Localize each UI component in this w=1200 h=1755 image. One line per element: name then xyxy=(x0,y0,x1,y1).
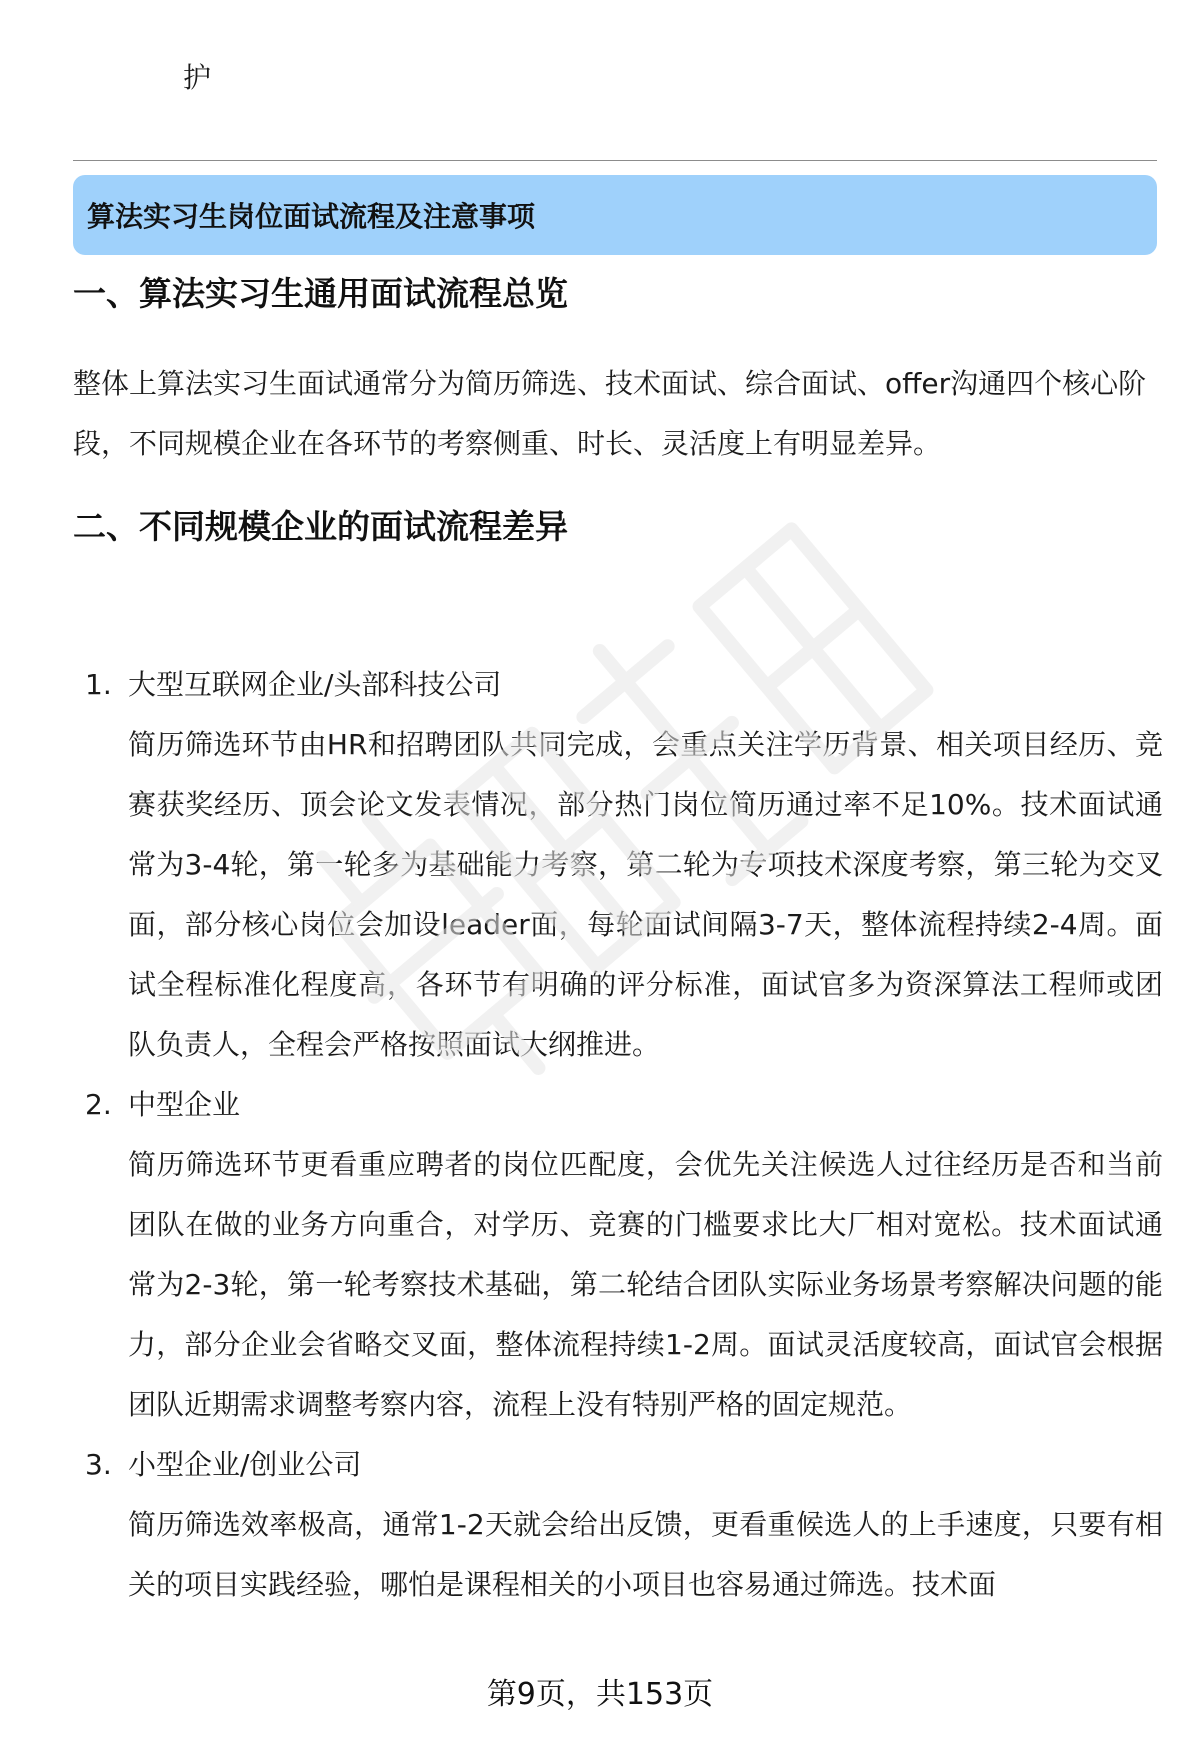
page-number-footer: 第9页，共153页 xyxy=(486,1677,714,1712)
previous-text-fragment: 护 xyxy=(183,61,212,94)
section1-heading: 一、算法实习生通用面试流程总览 xyxy=(73,274,568,313)
list-item-number: 3. xyxy=(85,1448,112,1481)
list-item xyxy=(73,655,1163,1075)
list-item xyxy=(73,1435,1163,1615)
section1-paragraph: 整体上算法实习生面试通常分为简历筛选、技术面试、综合面试、offer沟通四个核心阶段，不同规模企业在各环节的考察侧重、时长、灵活度上有明显差异。 xyxy=(73,367,1147,460)
banner-title: 算法实习生岗位面试流程及注意事项 xyxy=(87,200,536,233)
divider-line xyxy=(73,160,1157,161)
list-item-title: 大型互联网企业/头部科技公司 xyxy=(128,668,502,701)
list-item-body: 简历筛选环节由HR和招聘团队共同完成，会重点关注学历背景、相关项目经历、竞赛获奖经历、顶会论文发表情况，部分热门岗位简历通过率不足10%。技术面试通常为3-4轮，第一轮多为基础能力考察，第二轮为专项技术深度考察，第三轮为交叉面，部分核心岗位会加设leader面，每轮面试间隔3-7天，整体流程持续2-4周。面试全程标准化程度高，各环节有明确的评分标准，面试官多为资深算法工程师或团队负责人，全程会严格按照面试大纲推进。 xyxy=(128,728,1163,1061)
list-item-body: 简历筛选环节更看重应聘者的岗位匹配度，会优先关注候选人过往经历是否和当前团队在做的业务方向重合，对学历、竞赛的门槛要求比大厂相对宽松。技术面试通常为2-3轮，第一轮考察技术基础，第二轮结合团队实际业务场景考察解决问题的能力，部分企业会省略交叉面，整体流程持续1-2周。面试灵活度较高，面试官会根据团队近期需求调整考察内容，流程上没有特别严格的固定规范。 xyxy=(128,1148,1163,1421)
list-item-number: 2. xyxy=(85,1088,112,1121)
list-item xyxy=(73,1075,1163,1435)
list-item-title: 中型企业 xyxy=(128,1088,241,1121)
company-size-list xyxy=(73,655,1163,1615)
list-item-body: 简历筛选效率极高，通常1-2天就会给出反馈，更看重候选人的上手速度，只要有相关的项目实践经验，哪怕是课程相关的小项目也容易通过筛选。技术面 xyxy=(128,1508,1163,1601)
list-item-title: 小型企业/创业公司 xyxy=(128,1448,362,1481)
list-item-number: 1. xyxy=(85,668,112,701)
section2-heading: 二、不同规模企业的面试流程差异 xyxy=(73,507,568,546)
title-banner xyxy=(73,175,1157,255)
